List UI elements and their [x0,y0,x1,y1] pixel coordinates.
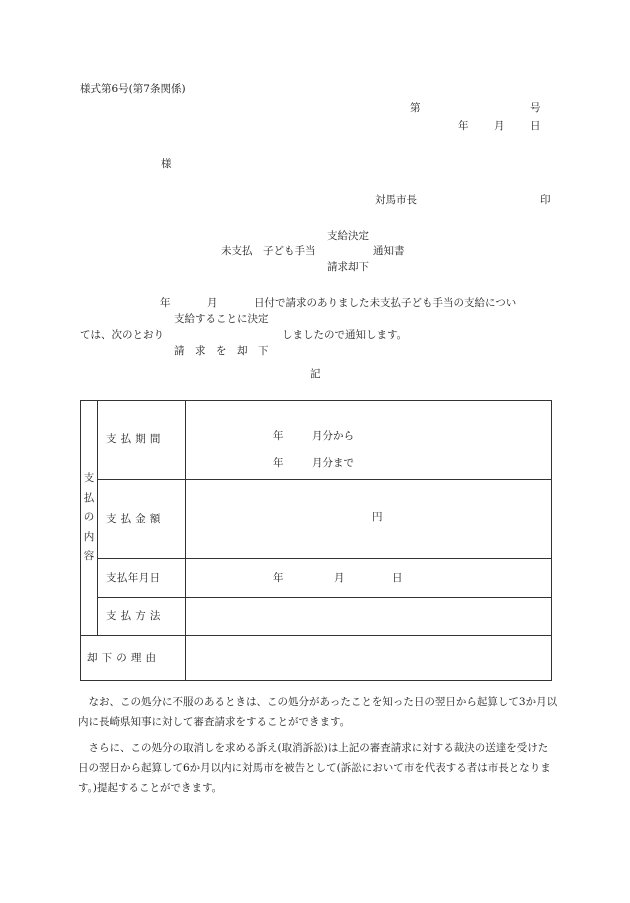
payment-method-field[interactable] [186,598,552,636]
amount-unit: 円 [372,511,383,523]
group-char: の [83,511,95,524]
period-from-year: 年 [273,430,284,442]
table-row [81,598,552,636]
paydate-year: 年 [273,572,284,584]
payment-period-label: 支 払 期 間 [98,401,186,480]
payment-amount-label: 支 払 金 額 [98,480,186,559]
payment-details-table [80,400,552,681]
payment-content-group-label [81,401,98,636]
seal-mark: 印 [540,194,551,206]
issue-date-month: 月 [494,120,505,132]
doc-number-prefix: 第 [410,102,421,114]
table-row [81,559,552,598]
payment-method-label: 支 払 方 法 [98,598,186,636]
body-option-reject: 請 求 を 却 下 [174,345,269,357]
body-line2-suffix: しましたので通知します。 [282,329,408,341]
title-option-rejection: 請求却下 [327,261,369,273]
title-prefix: 未支払 子ども手当 [221,245,316,257]
group-char: 払 [83,491,95,504]
table-row [81,636,552,681]
issuer-name: 対馬市長 [375,194,417,206]
issue-date-day: 日 [530,120,541,132]
period-to-month: 月分まで [312,457,354,469]
form-number: 様式第6号(第7条関係) [80,83,186,95]
period-from-month: 月分から [312,430,354,442]
title-suffix: 通知書 [373,245,405,257]
ki-mark: 記 [310,368,321,380]
title-option-decision: 支給決定 [327,230,369,242]
group-char: 容 [83,550,95,563]
appeal-note-paragraph: なお、この処分に不服のあるときは、この処分があったことを知った日の翌日から起算して3か月以内に長崎県知事に対して審査請求をすることができます。 [78,696,558,728]
paydate-month: 月 [334,572,345,584]
doc-number-suffix: 号 [530,102,541,114]
body-option-pay: 支給することに決定 [174,313,269,325]
paydate-day: 日 [392,572,403,584]
rejection-reason-label: 却 下 の 理 由 [81,636,186,681]
issue-date-year: 年 [458,120,469,132]
rejection-reason-field[interactable] [186,636,552,681]
request-date-month: 月 [207,297,218,309]
table-row [81,401,552,480]
body-line2-prefix: ては、次のとおり [80,329,164,341]
table-row [81,480,552,559]
addressee-suffix: 様 [161,158,172,170]
group-char: 内 [83,530,95,543]
body-line1: 日付で請求のありました未支払子ども手当の支給につい [254,297,517,309]
lawsuit-note-paragraph: さらに、この処分の取消しを求める訴え(取消訴訟)は上記の審査請求に対する裁決の送達を受けた日の翌日から起算して6か月以内に対馬市を被告として(訴訟において市を代表する者は市長となります。)提起することができます。 [78,742,551,794]
request-date-year: 年 [160,297,171,309]
payment-date-label: 支払年月日 [98,559,186,598]
payment-amount-field[interactable] [186,480,552,559]
period-to-year: 年 [273,457,284,469]
payment-date-field[interactable] [186,559,552,598]
payment-period-field[interactable] [186,401,552,480]
group-char: 支 [83,472,95,485]
